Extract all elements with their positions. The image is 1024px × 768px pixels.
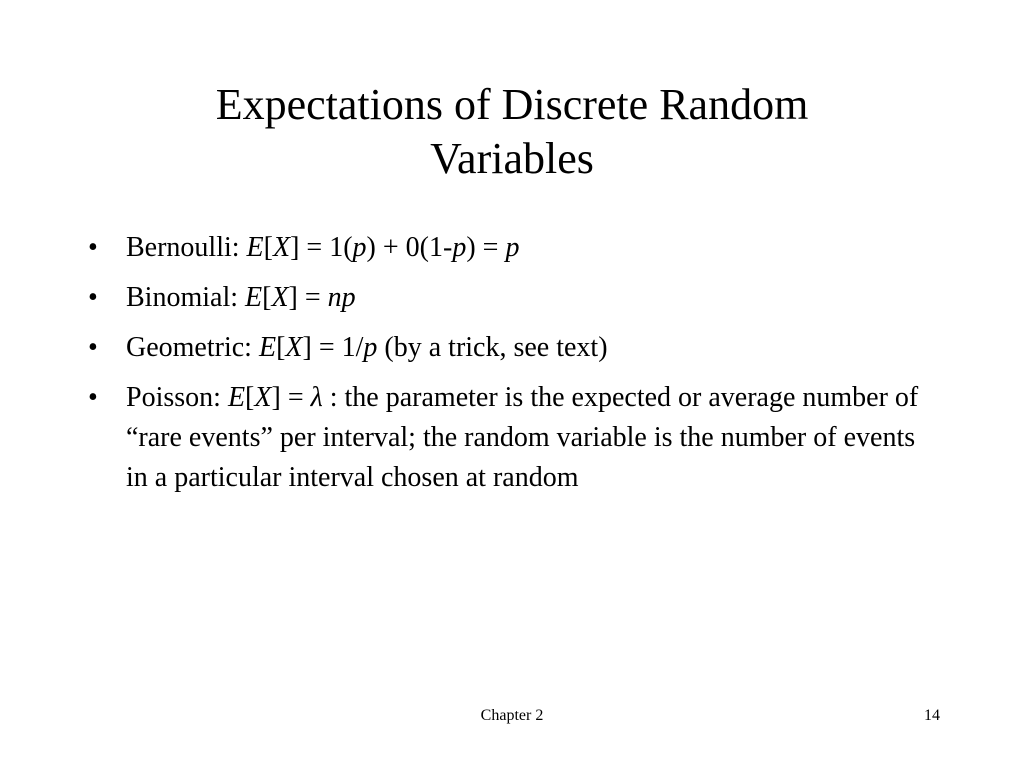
math-x: X bbox=[271, 282, 289, 313]
math-p: p bbox=[363, 332, 378, 363]
math-text: ) + 0(1- bbox=[366, 232, 453, 263]
bullet-marker: • bbox=[88, 382, 98, 413]
math-x: X bbox=[285, 332, 303, 363]
bullet-item-bernoulli bbox=[88, 228, 928, 268]
math-bracket-open: [ bbox=[276, 332, 286, 363]
math-e: E bbox=[246, 232, 264, 263]
bullet-label: Bernoulli: bbox=[126, 232, 247, 263]
page-number: 14 bbox=[924, 707, 940, 724]
math-bracket-open: [ bbox=[262, 282, 272, 313]
slide-title-line-1: Expectations of Discrete Random bbox=[215, 80, 809, 129]
math-x: X bbox=[254, 382, 272, 413]
math-p: p bbox=[452, 232, 467, 263]
math-np: np bbox=[327, 282, 356, 313]
math-bracket-close: ] bbox=[290, 232, 300, 263]
bullet-list bbox=[88, 228, 928, 508]
math-lambda: λ bbox=[310, 382, 323, 413]
math-p: p bbox=[505, 232, 520, 263]
math-text: = bbox=[297, 282, 328, 313]
footer-chapter: Chapter 2 bbox=[480, 707, 544, 724]
bullet-label: Poisson: bbox=[126, 382, 228, 413]
bullet-note: (by a trick, see text) bbox=[377, 332, 608, 363]
math-e: E bbox=[245, 282, 263, 313]
math-e: E bbox=[258, 332, 277, 363]
slide-title-line-2: Variables bbox=[430, 134, 594, 183]
bullet-marker: • bbox=[88, 282, 98, 313]
bullet-description: : the parameter is the expected or average number of “rare events” per interval; the random variable is the number of events in a particular interval chosen at random bbox=[126, 382, 919, 493]
bullet-item-poisson bbox=[88, 378, 928, 498]
bullet-item-binomial bbox=[88, 278, 928, 318]
math-text: = 1( bbox=[299, 232, 353, 263]
slide-title bbox=[80, 78, 944, 186]
math-bracket-open: [ bbox=[263, 232, 273, 263]
math-text: = bbox=[280, 382, 311, 413]
bullet-marker: • bbox=[88, 332, 98, 363]
math-x: X bbox=[272, 232, 291, 263]
math-bracket-close: ] bbox=[288, 282, 298, 313]
math-text: = 1/ bbox=[311, 332, 364, 363]
math-bracket-open: [ bbox=[245, 382, 255, 413]
math-e: E bbox=[227, 382, 246, 413]
bullet-marker: • bbox=[88, 232, 98, 263]
bullet-label: Binomial: bbox=[126, 282, 245, 313]
bullet-label: Geometric: bbox=[126, 332, 259, 363]
math-bracket-close: ] bbox=[271, 382, 281, 413]
math-text: ) = bbox=[466, 232, 506, 263]
math-p: p bbox=[352, 232, 367, 263]
math-bracket-close: ] bbox=[302, 332, 312, 363]
bullet-item-geometric bbox=[88, 328, 928, 368]
